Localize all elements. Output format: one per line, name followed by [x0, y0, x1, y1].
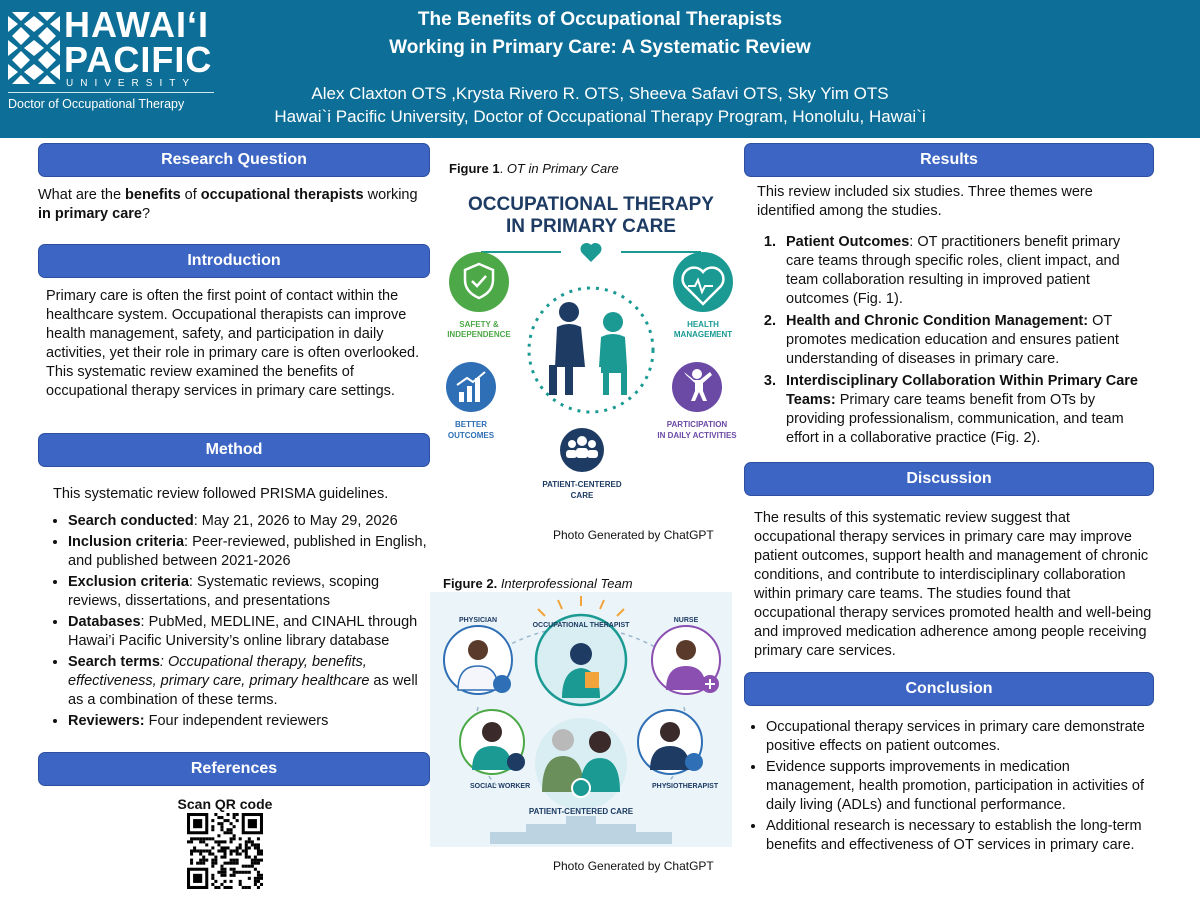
research-question-text: What are the benefits of occupational therapists working in primary care?: [38, 187, 418, 222]
title-line-2: Working in Primary Care: A Systematic Review: [389, 37, 811, 58]
ot-primary-care-graphic: [441, 182, 741, 512]
list-item: • Exclusion criteria: Systematic reviews, scoping reviews, dissertations, and presentations: [68, 573, 428, 611]
poster-authors: [230, 82, 970, 128]
method-intro: This systematic review followed PRISMA guidelines.: [53, 486, 389, 502]
fig1-label-safety: SAFETY &: [459, 320, 499, 329]
heart-rate-icon: [493, 675, 511, 693]
results-heading: Results: [744, 143, 1154, 177]
fig1-label-health: HEALTH: [687, 320, 719, 329]
fig2-label-physio: PHYSIOTHERAPIST: [652, 783, 719, 790]
figure1-credit: Photo Generated by ChatGPT: [553, 528, 714, 542]
list-item: • Databases: PubMed, MEDLINE, and CINAHL through Hawai’i Pacific University’s online library database: [68, 613, 428, 651]
list-item: • Occupational therapy services in primary care demonstrate positive effects on patient outcomes.: [766, 718, 1148, 756]
list-item: • Evidence supports improvements in medication management, health promotion, participation in activities of daily living (ADLs) and functional performance.: [766, 758, 1148, 815]
fig2-label-physician: PHYSICIAN: [458, 617, 498, 624]
list-item: 2. Health and Chronic Condition Management: OT promotes medication education and ensures patient understanding of diseases in primary care.: [780, 312, 1150, 369]
logo-line-pacific: PACIFIC: [64, 39, 213, 80]
fig1-label-patient2: CARE: [570, 491, 594, 500]
university-logo: [8, 4, 216, 112]
results-list: [752, 233, 1150, 451]
figure1-caption: Figure 1. OT in Primary Care: [449, 161, 619, 176]
list-item: • Reviewers: Four independent reviewers: [68, 712, 428, 731]
fig1-label-patient: PATIENT-CENTERED: [542, 480, 622, 489]
clipboard-icon: [585, 672, 599, 688]
people-icon: [507, 753, 525, 771]
care-heart-icon: [572, 779, 590, 797]
fig1-label-participation: PARTICIPATION: [666, 420, 728, 429]
fig1-label-better2: OUTCOMES: [447, 431, 495, 440]
list-item: 1. Patient Outcomes: OT practitioners benefit primary care teams through specific roles, client impact, and team collaboration resulting in improved patient outcomes (Fig. 1).: [780, 233, 1150, 309]
method-heading: Method: [38, 433, 430, 467]
introduction-text: Primary care is often the first point of contact within the healthcare system. Occupational therapists can improve health management, safety, and participation in daily activities, yet their role in primary care is often overlooked. This systematic review examined the benefits of occupational therapy services in primary care settings.: [46, 288, 420, 399]
results-intro: This review included six studies. Three themes were identified among the studies.: [757, 184, 1093, 219]
clinic-building-icon: [490, 816, 672, 844]
qr-label: Scan QR code: [177, 796, 273, 812]
list-item: • Search conducted: May 21, 2026 to May 29, 2026: [68, 512, 428, 531]
title-line-1: The Benefits of Occupational Therapists: [417, 9, 783, 30]
sunburst-lines: [538, 596, 624, 616]
figure1-illustration: [441, 182, 741, 512]
fig2-label-social: SOCIAL WORKER: [470, 783, 531, 790]
discussion-text: The results of this systematic review suggest that occupational therapy services in primary care may improve patient outcomes, support health and management of chronic conditions, and contribute to interdisciplinary collaboration within primary care teams. The studies found that occupational therapy services promoted health and well-being and improved medication adherence among people receiving primary care services.: [754, 510, 1152, 659]
fig2-label-ot: OCCUPATIONAL THERAPIST: [532, 622, 630, 629]
logo-line-university: UNIVERSITY: [66, 78, 197, 89]
method-list: [50, 512, 428, 733]
logo-divider: [8, 92, 214, 93]
logo-program: Doctor of Occupational Therapy: [8, 97, 185, 111]
research-question-heading: Research Question: [38, 143, 430, 177]
fig1-label-safety2: INDEPENDENCE: [447, 330, 511, 339]
list-item: • Additional research is necessary to establish the long-term benefits and effectiveness of OT services in primary care.: [766, 817, 1148, 855]
conclusion-heading: Conclusion: [744, 672, 1154, 706]
fig1-title-1: OCCUPATIONAL THERAPY: [468, 194, 714, 215]
affiliation: Hawai`i Pacific University, Doctor of Occupational Therapy Program, Honolulu, Hawai`i: [274, 107, 926, 126]
list-item: • Inclusion criteria: Peer-reviewed, published in English, and published between 2021-2026: [68, 533, 428, 571]
figure2-illustration: [430, 592, 732, 847]
fig2-label-nurse: NURSE: [673, 617, 699, 624]
poster-title: [230, 6, 970, 62]
author-list: Alex Claxton OTS ,Krysta Rivero R. OTS, Sheeva Safavi OTS, Sky Yim OTS: [311, 84, 889, 103]
fig1-label-better: BETTER: [455, 420, 487, 429]
fig2-label-pcc: PATIENT-CENTERED CARE: [528, 807, 634, 816]
interprofessional-team-graphic: [430, 592, 732, 847]
fig1-label-participation2: IN DAILY ACTIVITIES: [657, 431, 737, 440]
fig1-title-2: IN PRIMARY CARE: [506, 216, 676, 237]
poster-header: [0, 0, 1200, 138]
figure2-caption: Figure 2. Interprofessional Team: [443, 576, 633, 591]
fig1-label-health2: MANAGEMENT: [673, 330, 733, 339]
qr-code-icon[interactable]: [187, 813, 263, 889]
list-item: • Search terms: Occupational therapy, benefits, effectiveness, primary care, primary healthcare as well as a combination of these terms.: [68, 653, 428, 710]
heart-icon: [580, 243, 601, 262]
hpu-logo-mark-icon: [8, 12, 60, 84]
center-ring: [529, 288, 653, 412]
therapist-patient-icon: [549, 302, 627, 395]
references-heading: References: [38, 752, 430, 786]
logo-line-hawaii: HAWAI‘I: [64, 4, 210, 45]
conclusion-list: [748, 718, 1148, 857]
discussion-heading: Discussion: [744, 462, 1154, 496]
introduction-heading: Introduction: [38, 244, 430, 278]
figure2-credit: Photo Generated by ChatGPT: [553, 859, 714, 873]
walking-icon: [685, 753, 703, 771]
list-item: 3. Interdisciplinary Collaboration Within Primary Care Teams: Primary care teams benefit from OTs by providing professionalism, communication, and team effort in a collaborative practice (Fig. 2).: [780, 372, 1150, 448]
